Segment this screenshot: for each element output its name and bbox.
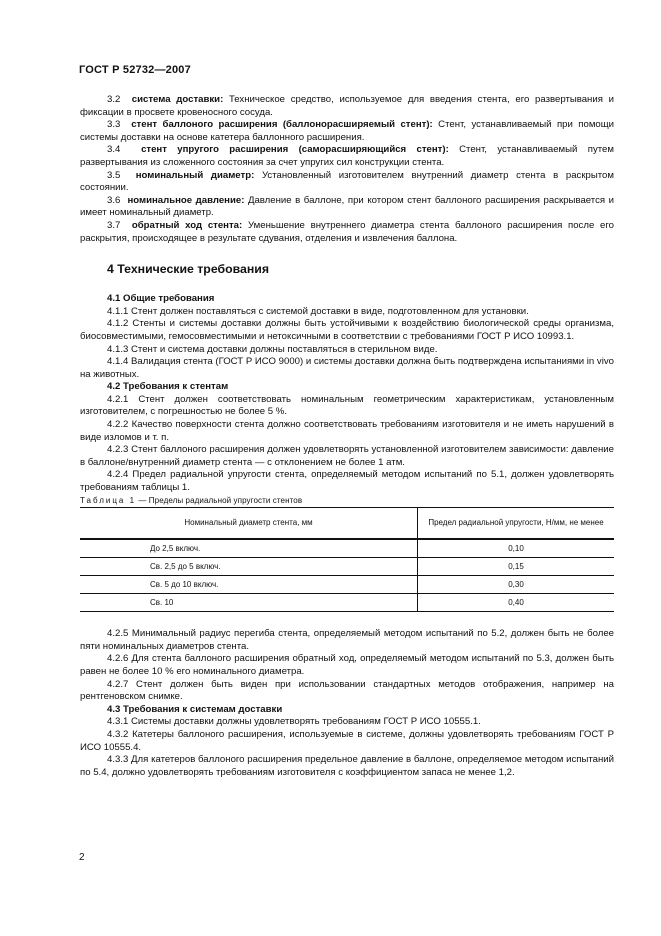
definition-3-7: 3.7 обратный ход стента: Уменьшение внутреннего диаметра стента баллоного расширения после его раскрытия, происходящее в результате сдувания, отделения и извлечения баллона. bbox=[80, 219, 614, 244]
paragraph: 4.2.4 Предел радиальной упругости стента, определяемый методом испытаний по 5.1, должен удовлетворять требованиям таблицы 1. bbox=[80, 469, 614, 494]
subsection-heading: 4.2 Требования к стентам bbox=[107, 381, 229, 393]
cell-diameter: Св. 10 bbox=[80, 594, 418, 612]
cell-diameter: До 2,5 включ. bbox=[80, 539, 418, 558]
cell-diameter: Св. 5 до 10 включ. bbox=[80, 576, 418, 594]
section-title: 4 Технические требования bbox=[107, 262, 269, 277]
paragraph: 4.2.2 Качество поверхности стента должно соответствовать требованиям изготовителя и не иметь нарушений в виде изломов и т. п. bbox=[80, 419, 614, 443]
paragraph: 4.2.7 Стент должен быть виден при использовании стандартных методов отображения, например на рентгеновском снимке. bbox=[80, 678, 614, 703]
page-number: 2 bbox=[79, 852, 85, 863]
table-row bbox=[80, 539, 614, 558]
subsection-heading: 4.1 Общие требования bbox=[107, 293, 215, 305]
paragraph: 4.2.6 Для стента баллоного расширения обратный ход, определяемый методом испытаний по 5.3, должен быть равен не более 10 % его номинального диаметра. bbox=[80, 653, 614, 677]
cell-limit: 0,15 bbox=[418, 558, 615, 576]
document-header: ГОСТ Р 52732—2007 bbox=[79, 64, 191, 76]
cell-diameter: Св. 2,5 до 5 включ. bbox=[80, 558, 418, 576]
paragraph: 4.3.3 Для катетеров баллоного расширения предельное давление в баллоне, определяемое методом испытаний по 5.4, должно удовлетворять требованиям изготовителя с коэффициентом запаса не менее 1,2. bbox=[80, 754, 614, 778]
column-header-limit: Предел радиальной упругости, Н/мм, не менее bbox=[418, 508, 615, 540]
radial-elasticity-table bbox=[80, 507, 614, 612]
term: стент упругого расширения (саморасширяющийся стент): bbox=[141, 144, 449, 156]
table-row bbox=[80, 558, 614, 576]
cell-limit: 0,40 bbox=[418, 594, 615, 612]
table-row bbox=[80, 576, 614, 594]
paragraph: 4.3.2 Катетеры баллоного расширения, используемые в системе, должны удовлетворять требованиям ГОСТ Р ИСО 10555.4. bbox=[80, 728, 614, 753]
definition-3-2: 3.2 система доставки: Техническое средство, используемое для введения стента, его развертывания и фиксации в просвете кровеносного сосуда. bbox=[80, 94, 614, 118]
paragraph: 4.1.3 Стент и система доставки должны поставляться в стерильном виде. bbox=[107, 343, 438, 355]
paragraph: 4.1.2 Стенты и системы доставки должны быть устойчивыми к воздействию биологической среды организма, биосовместимыми, гемосовместимыми и нетоксичными в соответствии с требованиями ГОСТ Р ИСО 10993.1. bbox=[80, 318, 614, 342]
subsection-heading: 4.3 Требования к системам доставки bbox=[107, 703, 283, 715]
cell-limit: 0,30 bbox=[418, 576, 615, 594]
term: номинальный диаметр: bbox=[135, 169, 255, 181]
column-header-diameter: Номинальный диаметр стента, мм bbox=[80, 508, 418, 540]
definition-3-3: 3.3 стент баллоного расширения (баллонорасширяемый стент): Стент, устанавливаемый при помощи системы доставки на основе катетера баллонного расширения. bbox=[80, 119, 614, 143]
definition-3-4: 3.4 стент упругого расширения (саморасширяющийся стент): Стент, устанавливаемый путем развертывания из сложенного состояния за счет упругих сил конструкции стента. bbox=[80, 144, 614, 168]
paragraph: 4.2.1 Стент должен соответствовать номинальным геометрическим характеристикам, установленным изготовителем, с погрешностью не более 5 %. bbox=[80, 393, 614, 418]
paragraph: 4.1.4 Валидация стента (ГОСТ Р ИСО 9000) и системы доставки должна быть подтверждена испытаниями in vivo на животных. bbox=[80, 356, 614, 380]
term: система доставки: bbox=[131, 94, 224, 105]
term: стент баллоного расширения (баллонорасширяемый стент): bbox=[131, 119, 433, 131]
paragraph: 4.1.1 Стент должен поставляться с системой доставки в виде, подготовленном для установки. bbox=[107, 305, 529, 317]
table-header-row bbox=[80, 508, 614, 540]
table-row bbox=[80, 594, 614, 612]
definition-3-5: 3.5 номинальный диаметр: Установленный изготовителем внутренний диаметр стента в раскрытом состоянии. bbox=[80, 169, 614, 194]
cell-limit: 0,10 bbox=[418, 539, 615, 558]
definition-3-6: 3.6 номинальное давление: Давление в баллоне, при котором стент баллоного расширения раскрывается и имеет номинальный диаметр. bbox=[80, 194, 614, 219]
term: обратный ход стента: bbox=[131, 219, 243, 231]
paragraph: 4.2.3 Стент баллоного расширения должен удовлетворять установленной изготовителем зависимости: давление в баллоне/внутренний диаметр стента — с отклонением не более 1 атм. bbox=[80, 444, 614, 468]
document-body bbox=[80, 94, 614, 779]
term: номинальное давление: bbox=[127, 194, 245, 206]
paragraph: 4.3.1 Системы доставки должны удовлетворять требованиям ГОСТ Р ИСО 10555.1. bbox=[107, 716, 481, 728]
paragraph: 4.2.5 Минимальный радиус перегиба стента, определяемый методом испытаний по 5.2, должен быть не более пяти номинальных диаметров стента. bbox=[80, 628, 614, 652]
table-caption: Таблица 1 — Пределы радиальной упругости стентов bbox=[80, 495, 303, 505]
